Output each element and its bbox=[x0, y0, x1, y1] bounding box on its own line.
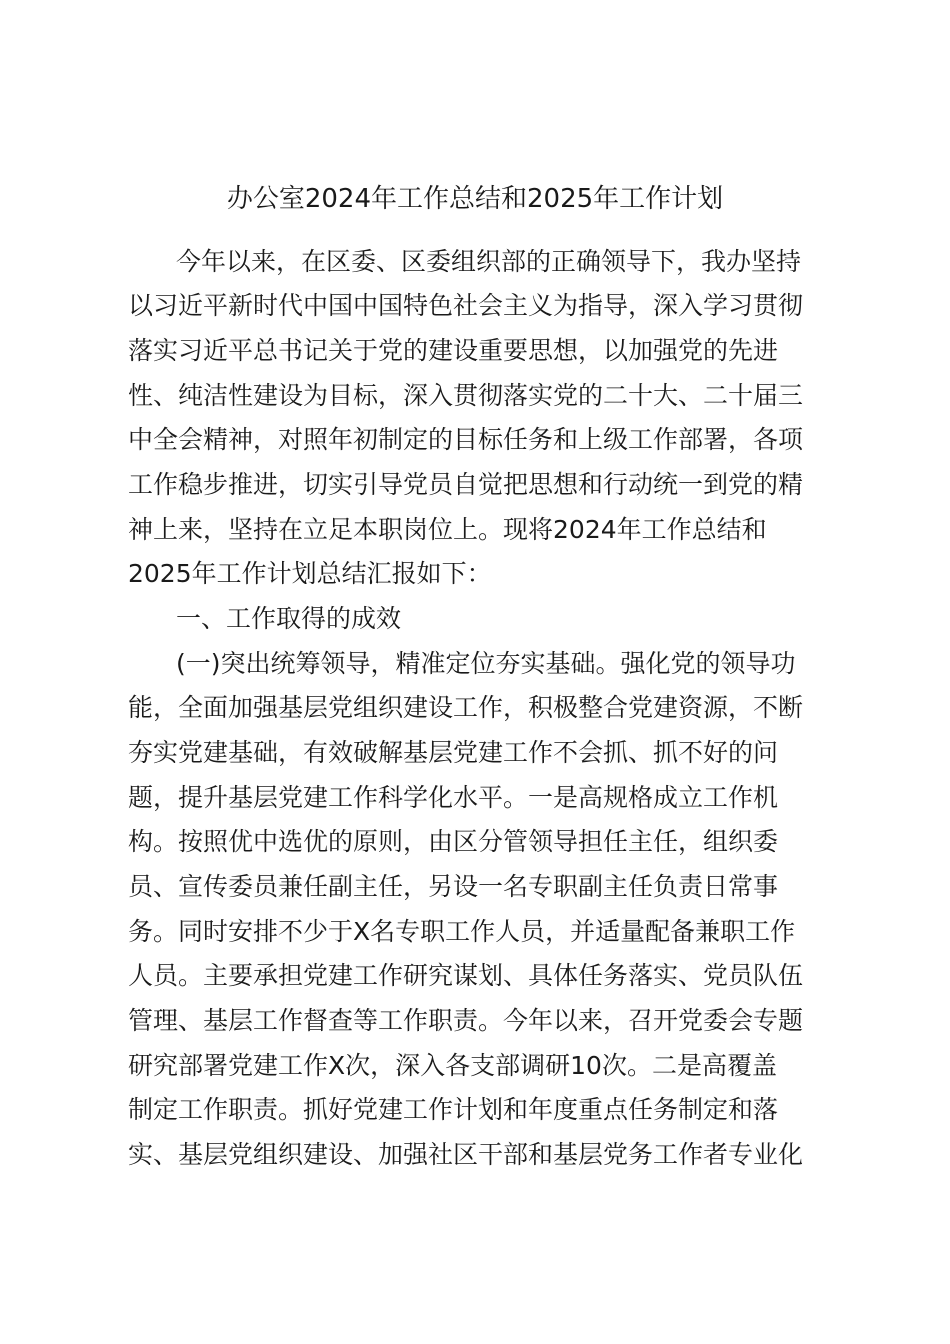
body-line: 落实习近平总书记关于党的建设重要思想，以加强党的先进 bbox=[128, 336, 779, 365]
body-line: 人员。主要承担党建工作研究谋划、具体任务落实、党员队伍 bbox=[128, 961, 804, 990]
body-line: 中全会精神，对照年初制定的目标任务和上级工作部署，各项 bbox=[128, 425, 804, 454]
body-line: 务。同时安排不少于X名专职工作人员，并适量配备兼职工作 bbox=[128, 917, 796, 946]
body-line: 管理、基层工作督查等工作职责。今年以来，召开党委会专题 bbox=[128, 1006, 804, 1035]
body-line: 以习近平新时代中国中国特色社会主义为指导，深入学习贯彻 bbox=[128, 291, 804, 320]
section-heading: 一、工作取得的成效 bbox=[176, 604, 402, 633]
body-line: 研究部署党建工作X次，深入各支部调研10次。二是高覆盖 bbox=[128, 1051, 777, 1080]
body-line: 2025年工作计划总结汇报如下： bbox=[128, 559, 492, 588]
body-line: 工作稳步推进，切实引导党员自觉把思想和行动统一到党的精 bbox=[128, 470, 804, 499]
body-line: 夯实党建基础，有效破解基层党建工作不会抓、抓不好的问 bbox=[128, 738, 779, 767]
body-line: 能，全面加强基层党组织建设工作，积极整合党建资源，不断 bbox=[128, 693, 804, 722]
body-line: 构。按照优中选优的原则，由区分管领导担任主任，组织委 bbox=[128, 827, 779, 856]
subsection-heading-line: (一)突出统筹领导，精准定位夯实基础。强化党的领导功 bbox=[176, 649, 796, 678]
body-line: 题，提升基层党建工作科学化水平。一是高规格成立工作机 bbox=[128, 783, 779, 812]
body-line: 神上来，坚持在立足本职岗位上。现将2024年工作总结和 bbox=[128, 515, 767, 544]
body-line: 今年以来，在区委、区委组织部的正确领导下，我办坚持 bbox=[176, 247, 802, 276]
body-line: 员、宣传委员兼任副主任，另设一名专职副主任负责日常事 bbox=[128, 872, 779, 901]
document-title: 办公室2024年工作总结和2025年工作计划 bbox=[226, 184, 724, 214]
body-line: 性、纯洁性建设为目标，深入贯彻落实党的二十大、二十届三 bbox=[128, 381, 804, 410]
body-line: 实、基层党组织建设、加强社区干部和基层党务工作者专业化 bbox=[128, 1140, 804, 1169]
body-line: 制定工作职责。抓好党建工作计划和年度重点任务制定和落 bbox=[128, 1095, 779, 1124]
